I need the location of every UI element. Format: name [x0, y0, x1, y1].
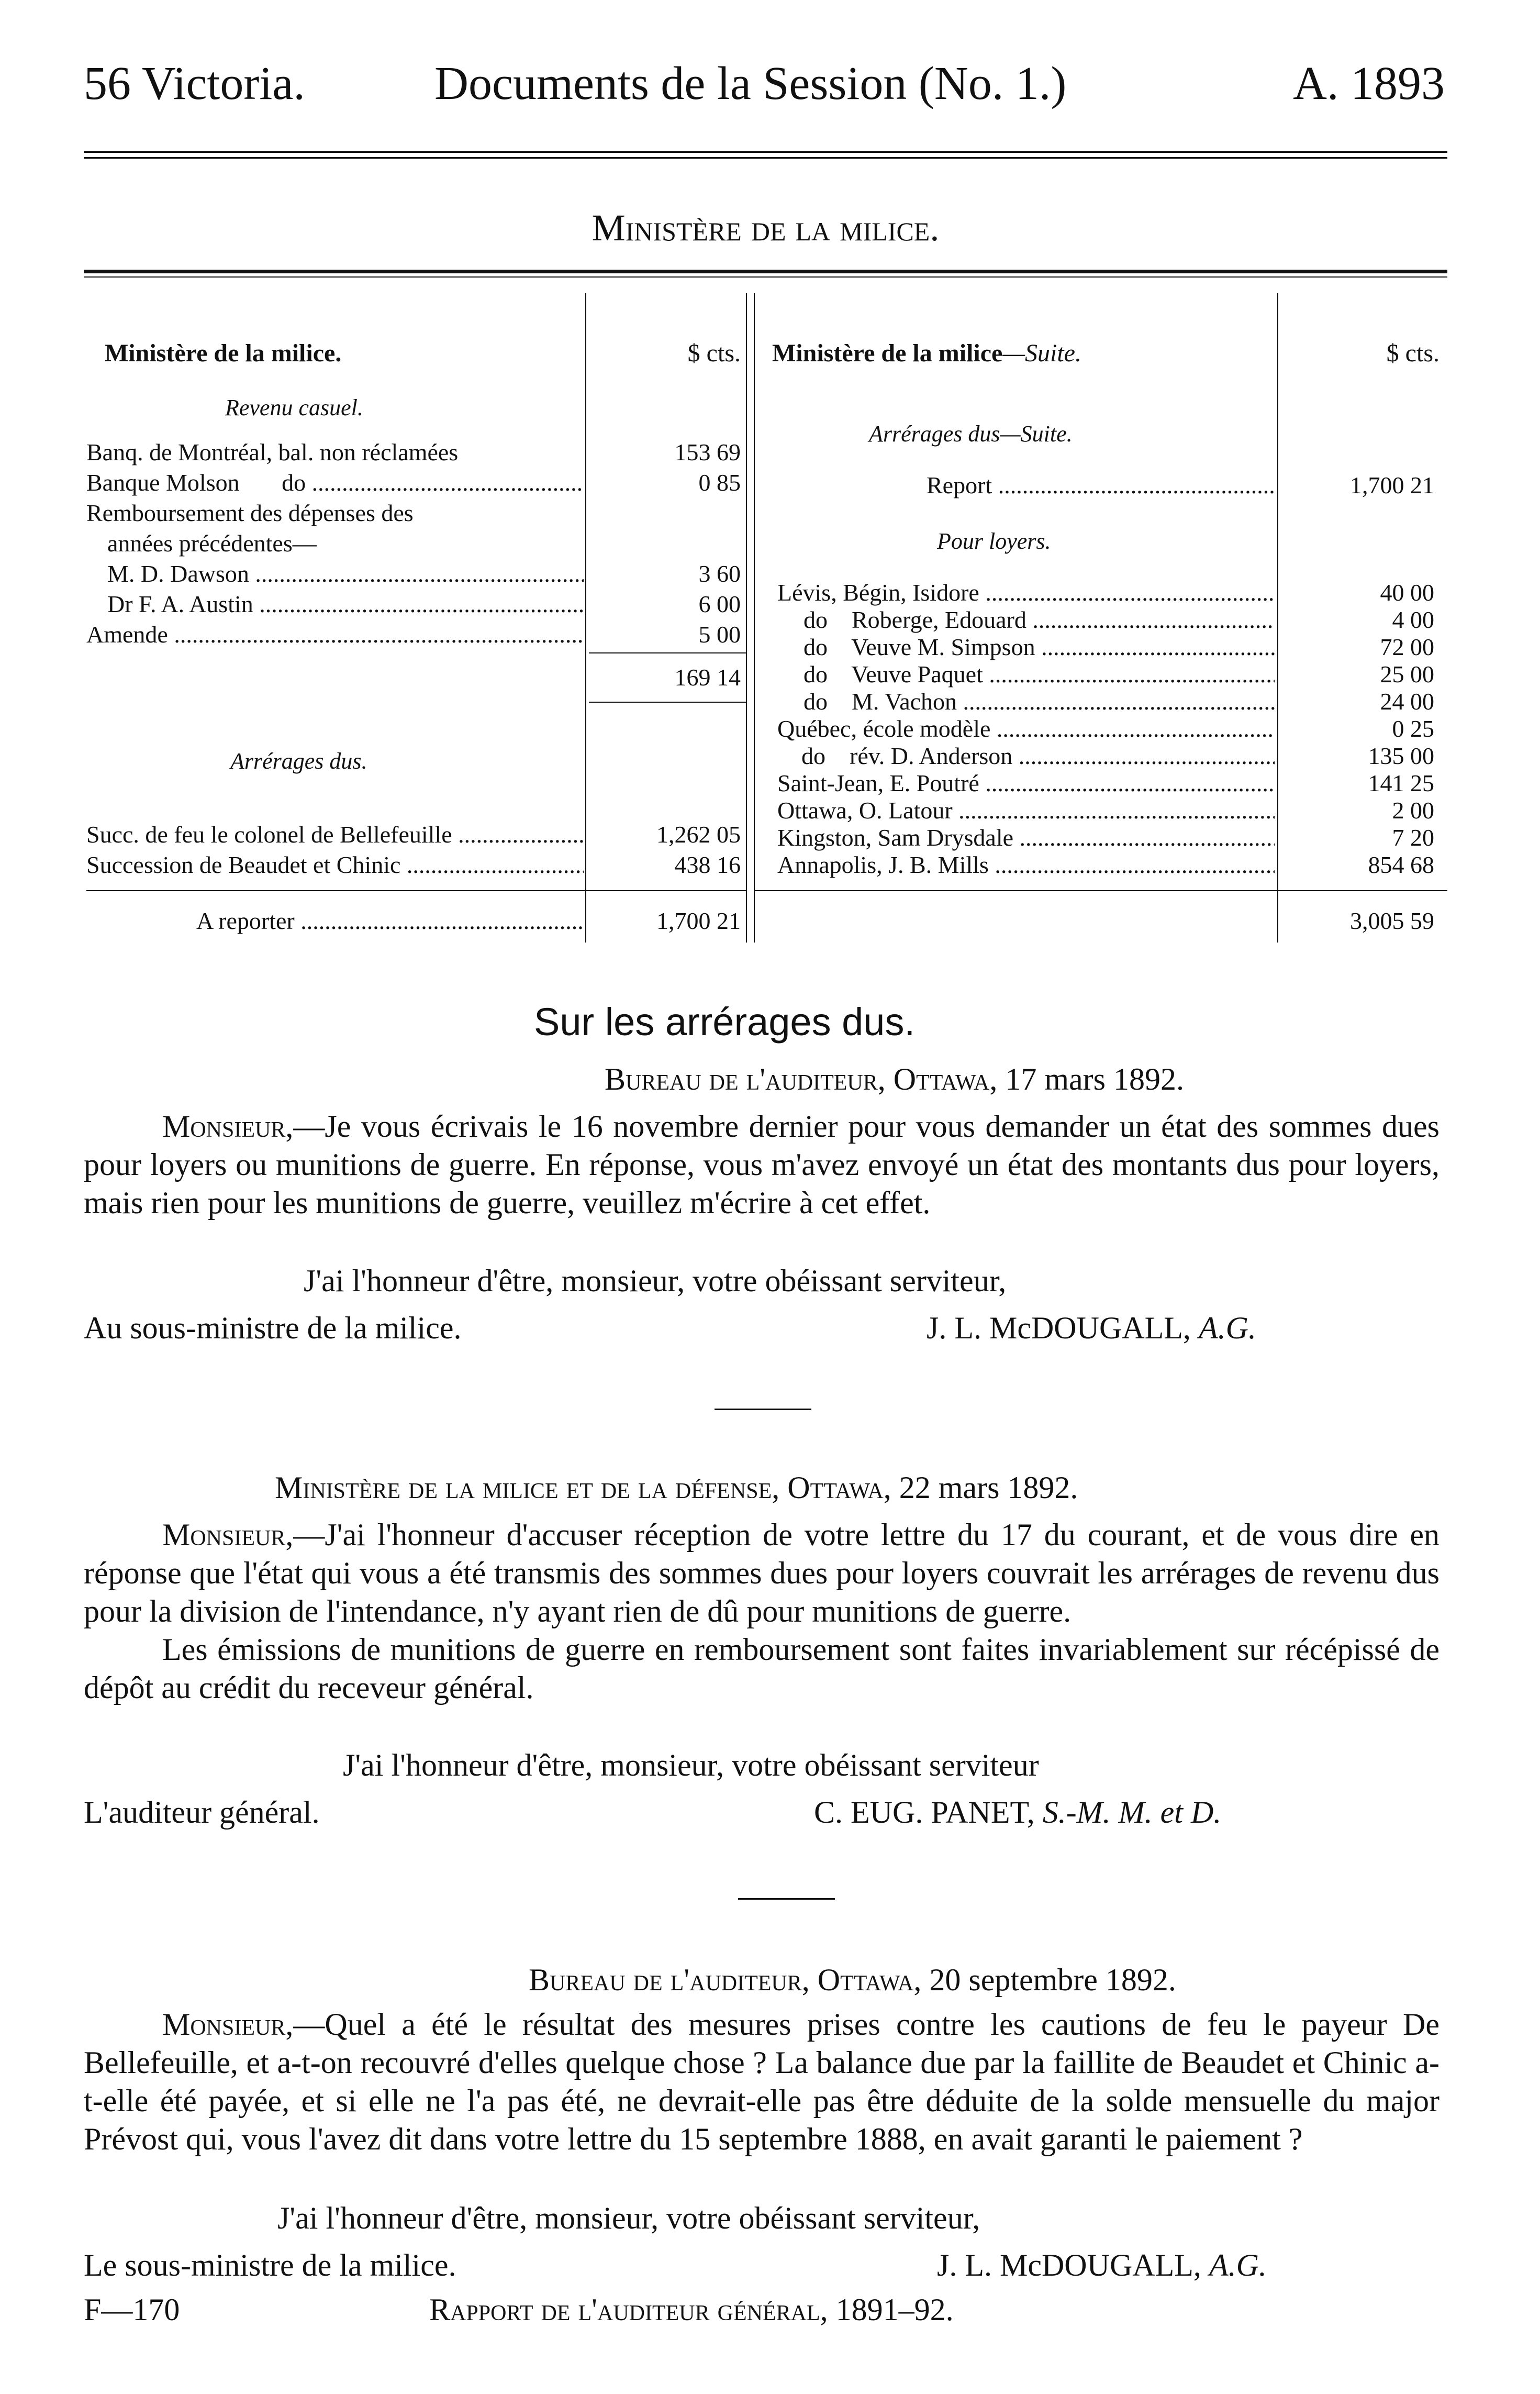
letter2-closing: J'ai l'honneur d'être, monsieur, votre obéissant serviteur — [343, 1748, 1039, 1782]
table-row: Amende ..... — [86, 619, 584, 650]
letter1-signature: J. L. McDOUGALL, A.G. — [927, 1311, 1256, 1345]
row-amount: 438 16 — [674, 851, 741, 878]
letter3-body: Monsieur,—Quel a été le résultat des mesures prises contre les cautions de feu le payeur De Bellefeuille, et a-t-on recouvré d'elles quelque chose ? La balance due par la faillite de Beaudet et Chinic a-t-elle été payée, et si elle ne l'a pas été, ne devrait-elle pas être déduite de la solde mensuelle du major Prévost qui, vous l'avez dit dans votre lettre du 15 septembre 1888, en avait garanti le paiement ? — [84, 2007, 1439, 2156]
row-amount: 153 69 — [674, 439, 741, 465]
row-amount: 6 00 — [698, 591, 741, 617]
row-amount: 40 00 — [1380, 579, 1434, 606]
letter2-dateline: Ministère de la milice et de la défense, Ottawa, 22 mars 1892. — [275, 1470, 1078, 1505]
letter1-dateline: Bureau de l'auditeur, Ottawa, 17 mars 1892. — [605, 1062, 1184, 1096]
row-amount: 4 00 — [1392, 606, 1434, 633]
row-amount: 141 25 — [1368, 770, 1434, 796]
total-rule — [754, 890, 1447, 891]
table-row: Banq. de Montréal, bal. non réclamées — [86, 439, 459, 465]
table-row: Succ. de feu le colonel de Bellefeuille ..... — [86, 819, 584, 850]
table-row: années précédentes— — [107, 530, 317, 557]
letter3-signature: J. L. McDOUGALL, A.G. — [937, 2248, 1267, 2282]
row-amount: 7 20 — [1392, 824, 1434, 851]
row-amount: 2 00 — [1392, 797, 1434, 824]
letter3-addressee: Le sous-ministre de la milice. — [84, 2248, 456, 2282]
row-amount: 854 68 — [1368, 851, 1434, 878]
section-title: Ministère de la milice. — [592, 207, 940, 249]
letter-separator — [738, 1898, 835, 1900]
row-amount: 25 00 — [1380, 661, 1434, 688]
carry-row: A reporter ..... — [196, 906, 584, 936]
letter1-body: Monsieur,—Je vous écrivais le 16 novembre dernier pour vous demander un état des sommes dues pour loyers ou munitions de guerre. En réponse, vous m'avez envoyé un état des montants dus pour loyers, mais rien pour les munitions de guerre, veuillez m'écrire à cet effet. — [84, 1109, 1439, 1220]
letter2-body: Monsieur,—J'ai l'honneur d'accuser réception de votre lettre du 17 du courant, et de vous dire en réponse que l'état qui vous a été transmis des sommes dues pour loyers couvrait les arrérages de revenu dus pour la division de l'intendance, n'y ayant rien de dû pour munitions de guerre. Les émissions de munitions de guerre en remboursement sont faites invariablement sur récépissé de dépôt au crédit du receveur général. — [84, 1517, 1439, 1705]
letter3-closing: J'ai l'honneur d'être, monsieur, votre obéissant serviteur, — [277, 2201, 980, 2235]
footer-page-number: F—170 — [84, 2292, 180, 2327]
header-left: 56 Victoria. — [84, 58, 305, 109]
letter2-signature: C. EUG. PANET, S.-M. M. et D. — [814, 1795, 1222, 1830]
row-amount: 72 00 — [1380, 634, 1434, 660]
carry-amount: 1,700 21 — [656, 907, 741, 934]
table-row: Kingston, Sam Drysdale ..... — [777, 823, 1275, 853]
total-amount: 3,005 59 — [1350, 907, 1434, 934]
table-row: Ottawa, O. Latour ..... — [777, 795, 1275, 826]
col-rule — [746, 293, 747, 943]
table-row: do Roberge, Edouard ..... — [804, 605, 1275, 635]
letter2-addressee: L'auditeur général. — [84, 1795, 320, 1830]
report-amount: 1,700 21 — [1350, 472, 1434, 498]
row-amount: 135 00 — [1368, 742, 1434, 769]
letter3-dateline: Bureau de l'auditeur, Ottawa, 20 septembre 1892. — [529, 1963, 1176, 1997]
letter1-closing: J'ai l'honneur d'être, monsieur, votre obéissant serviteur, — [304, 1264, 1007, 1298]
subtotal-rule — [589, 652, 746, 653]
row-amount: 24 00 — [1380, 688, 1434, 715]
table-row: do Veuve Paquet ..... — [804, 659, 1275, 690]
header-right: A. 1893 — [1293, 58, 1445, 109]
letter-separator — [715, 1409, 811, 1410]
table-row: Québec, école modèle ..... — [777, 714, 1275, 744]
right-sub-heading: Pour loyers. — [937, 528, 1051, 554]
subtotal-rule — [589, 702, 746, 703]
left-currency-header: $ cts. — [687, 339, 741, 367]
table-row: do Veuve M. Simpson ..... — [804, 632, 1275, 662]
table-row: Annapolis, J. B. Mills ..... — [777, 850, 1275, 880]
col-rule — [585, 293, 586, 943]
right-table-title: Ministère de la milice—Suite. — [772, 339, 1081, 367]
table-row: M. D. Dawson ..... — [107, 559, 584, 589]
right-currency-header: $ cts. — [1386, 339, 1439, 367]
report-row: Report ..... — [927, 470, 1275, 501]
letters-heading: Sur les arrérages dus. — [534, 1000, 916, 1044]
right-sub-heading: Arrérages dus—Suite. — [869, 421, 1073, 447]
row-amount: 5 00 — [698, 621, 741, 648]
subtotal-amount: 169 14 — [674, 664, 741, 691]
accounts-table — [0, 0, 1540, 963]
table-row: Saint-Jean, E. Poutré ..... — [777, 768, 1275, 799]
left-sub-heading: Revenu casuel. — [225, 395, 363, 420]
footer-title: Rapport de l'auditeur général, 1891–92. — [429, 2292, 954, 2327]
col-rule — [1277, 293, 1278, 943]
table-row: Banque Molson do ..... — [86, 468, 584, 498]
letter1-addressee: Au sous-ministre de la milice. — [84, 1311, 462, 1345]
carry-rule — [86, 890, 746, 891]
table-row: Lévis, Bégin, Isidore ..... — [777, 578, 1275, 608]
table-row: do rév. D. Anderson ..... — [777, 741, 1275, 771]
table-row: Succession de Beaudet et Chinic ..... — [86, 850, 584, 880]
col-rule — [754, 293, 755, 943]
row-amount: 1,262 05 — [656, 821, 741, 848]
table-row: Dr F. A. Austin ..... — [107, 589, 584, 619]
row-amount: 0 25 — [1392, 715, 1434, 742]
left-table-title: Ministère de la milice. — [105, 339, 342, 367]
table-row: Remboursement des dépenses des — [86, 500, 414, 526]
row-amount: 0 85 — [698, 469, 741, 496]
table-row: do M. Vachon ..... — [804, 686, 1275, 717]
row-amount: 3 60 — [698, 560, 741, 587]
left-sub-heading: Arrérages dus. — [230, 748, 367, 774]
header-center: Documents de la Session (No. 1.) — [434, 58, 1067, 109]
